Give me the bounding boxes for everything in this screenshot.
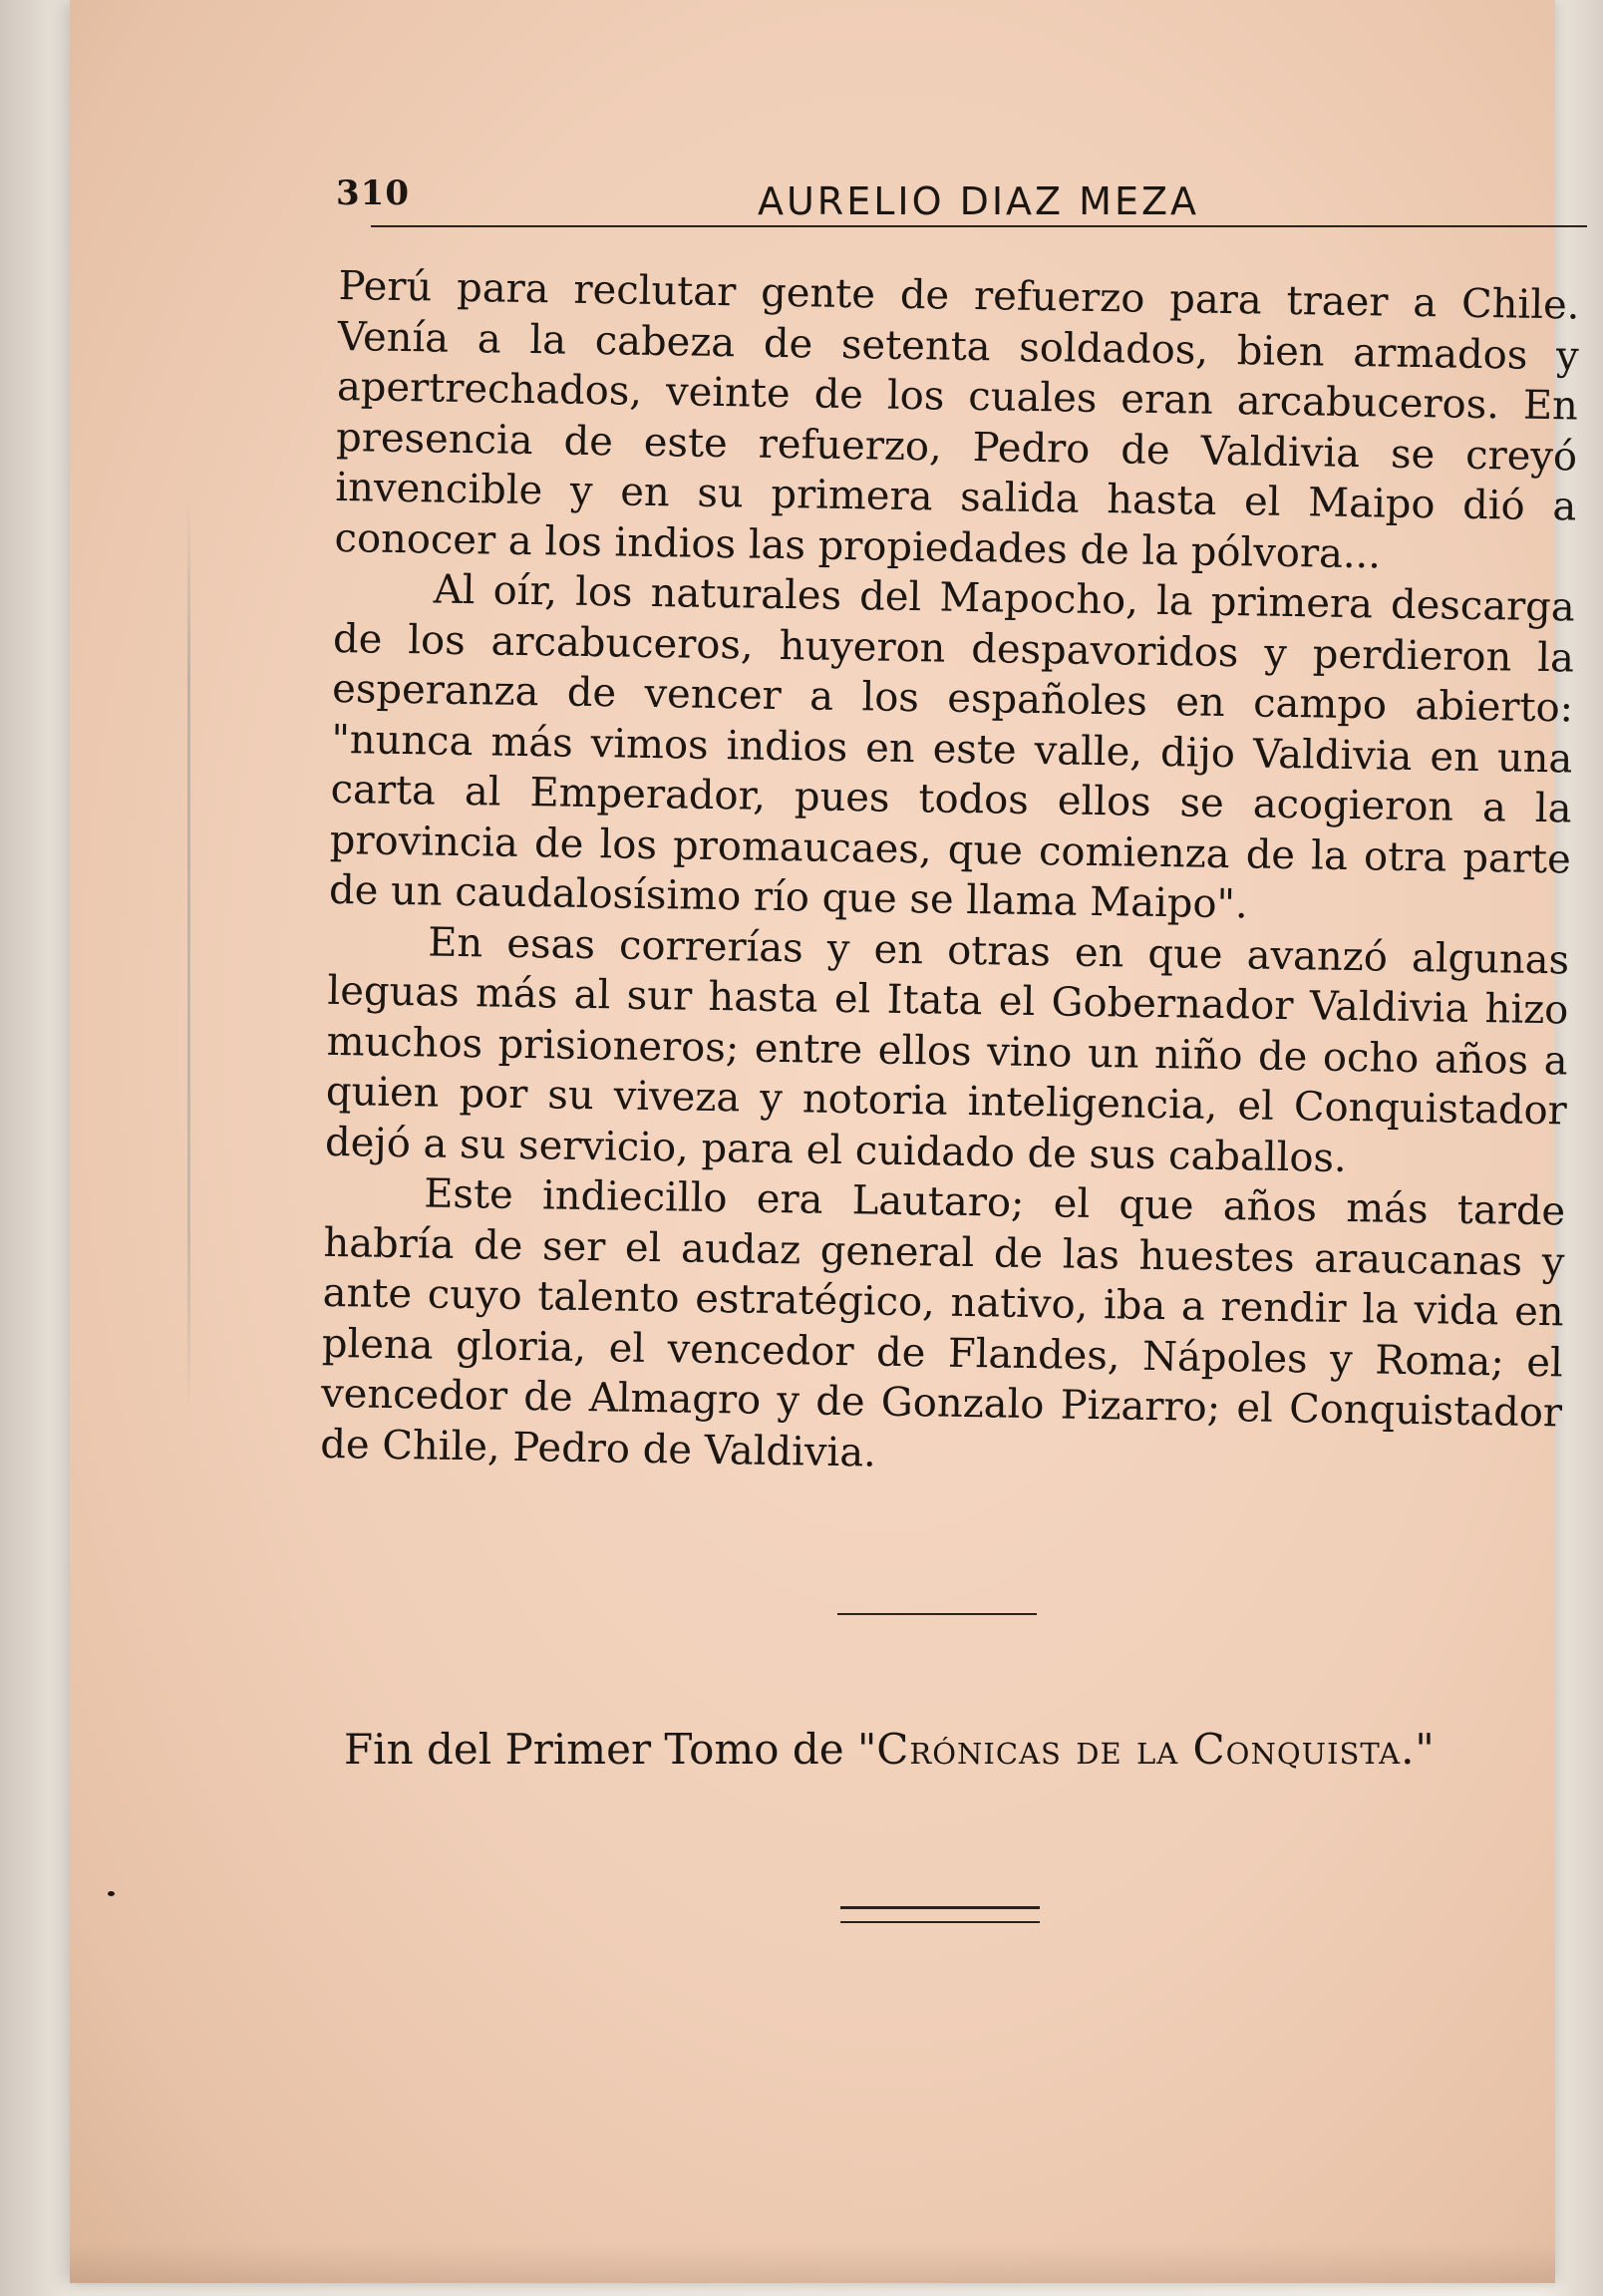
ink-speck [108, 1891, 115, 1896]
header-rule [371, 225, 1587, 227]
page-bottom-shadow [70, 2243, 1555, 2283]
end-note-prefix: Fin del Primer Tomo de " [344, 1725, 877, 1774]
paragraph-3: En esas correrías y en otras en que avanzó algunas leguas más al sur hasta el Itata el Gobernador Valdivia hizo muchos prisioneros; entre ellos vino un niño de ocho años a quien por su viveza y notoria inteligencia, el Conquistador dejó a su servicio, para el cuidado de sus caballos. [324, 918, 1570, 1181]
page-header [299, 167, 1590, 237]
closing-double-rule [840, 1906, 1040, 1923]
section-separator-rule [837, 1613, 1037, 1615]
end-of-volume-note [344, 1725, 1435, 1774]
pencil-margin-mark [187, 498, 190, 1416]
end-note-title: Crónicas de la Conquista. [876, 1725, 1416, 1774]
end-note-suffix: " [1415, 1725, 1435, 1774]
paragraph-1: Perú para reclutar gente de refuerzo para traer a Chile. Venía a la cabeza de setenta soldados, bien armados y apertrechados, veinte de los cuales eran arcabuceros. En presencia de este refuerzo, Pedro de Valdivia se creyó invencible y en su primera salida hasta el Maipo dió a conocer a los indios las propiedades de la pólvora... [334, 262, 1580, 577]
paragraph-2: Al oír, los naturales del Mapocho, la primera descarga de los arcabuceros, huyeron despavoridos y perdieron la esperanza de vencer a los españoles en campo abierto: "nunca más vimos indios en este valle, dijo Valdivia en una carta al Emperador, pues todos ellos se acogieron a la provincia de los promaucaes, que comienza de la otra parte de un caudalosísimo río que se llama Maipo". [328, 566, 1576, 928]
page-number: 310 [336, 173, 410, 213]
paragraph-4: Este indiecillo era Lautaro; el que años más tarde habría de ser el audaz general de las huestes araucanas y ante cuyo talento estratégico, nativo, iba a rendir la vida en plena gloria, el vencedor de Flandes, Nápoles y Roma; el vencedor de Almagro y de Gonzalo Pizarro; el Conquistador de Chile, Pedro de Valdivia. [320, 1170, 1566, 1476]
running-head-author: AURELIO DIAZ MEZA [758, 179, 1199, 223]
book-page [70, 0, 1580, 2283]
body-text [320, 261, 1580, 1488]
